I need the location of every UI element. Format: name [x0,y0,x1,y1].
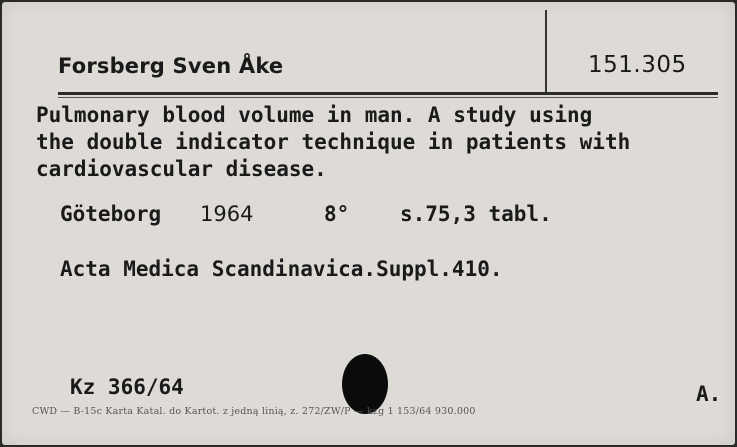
vertical-divider [545,10,547,92]
punch-hole [342,354,388,414]
publication-title: Pulmonary blood volume in man. A study using the double indicator technique in patients with cardiovascular disease. [36,103,631,181]
author-name: Forsberg Sven Åke [58,54,284,78]
shelfmark: Kz 366/64 [70,375,184,399]
header-rule-thin [58,97,718,98]
call-number: 151.305 [588,52,687,78]
card-letter: A. [696,382,722,406]
imprint-format: 8° [324,202,350,226]
series-statement: Acta Medica Scandinavica.Suppl.410. [60,257,503,281]
catalog-card [2,2,735,445]
imprint-pages: s.75,3 tabl. [400,202,552,226]
header-rule [58,92,718,95]
imprint-city: Göteborg [60,202,162,226]
imprint-year: 1964 [200,202,254,226]
card-footer-print: CWD — B-15c Karta Katal. do Kartot. z jedną linią, z. 272/ZW/P — kzg 1 153/64 930.000 [32,406,476,417]
